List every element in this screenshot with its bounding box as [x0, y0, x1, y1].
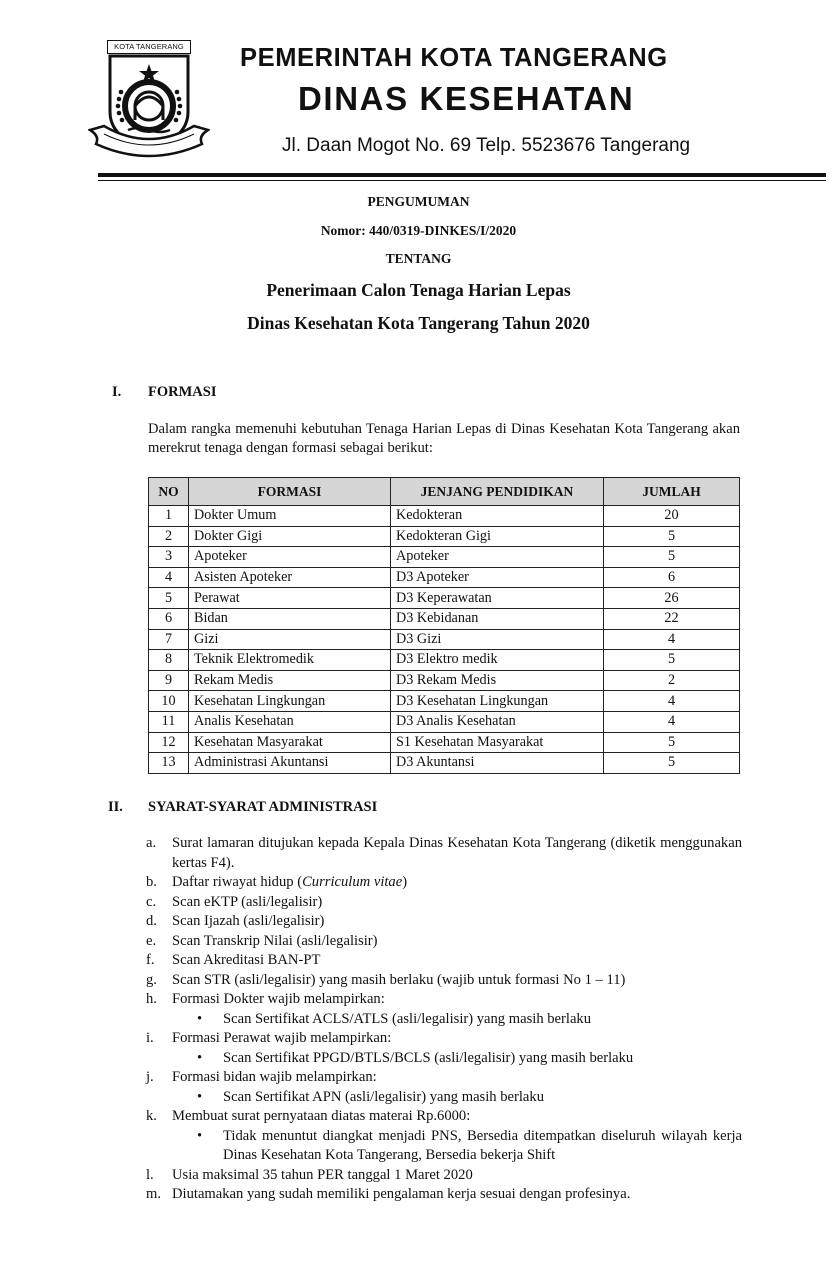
row-formasi: Gizi	[189, 629, 391, 650]
row-jumlah: 2	[604, 670, 740, 691]
list-item-marker: i.	[146, 1030, 154, 1046]
list-item-marker: k.	[146, 1108, 157, 1124]
table-row	[149, 506, 740, 527]
city-emblem-logo	[88, 40, 210, 158]
row-jumlah: 26	[604, 588, 740, 609]
announcement-number: Nomor: 440/0319-DINKES/I/2020	[320, 223, 517, 238]
letterhead	[0, 0, 837, 190]
sub-list-item	[146, 1049, 742, 1069]
row-jenjang: D3 Elektro medik	[391, 650, 604, 671]
list-item-text: Scan STR (asli/legalisir) yang masih berlaku (wajib untuk formasi No 1 – 11)	[172, 971, 626, 988]
row-no: 3	[149, 547, 189, 568]
table-row	[149, 608, 740, 629]
table-row	[149, 670, 740, 691]
list-item-text: Scan Akreditasi BAN-PT	[172, 952, 321, 968]
list-item-text-italic: Curriculum vitae	[302, 874, 403, 890]
row-jumlah: 5	[604, 753, 740, 774]
list-item	[146, 912, 742, 932]
row-no: 2	[149, 526, 189, 547]
sub-list-item	[146, 1127, 742, 1166]
row-formasi: Analis Kesehatan	[189, 711, 391, 732]
table-row	[149, 732, 740, 753]
row-jenjang: S1 Kesehatan Masyarakat	[391, 732, 604, 753]
row-no: 4	[149, 567, 189, 588]
row-no: 9	[149, 670, 189, 691]
sub-list-item-text: Scan Sertifikat ACLS/ATLS (asli/legalisir) yang masih berlaku	[223, 1010, 592, 1027]
list-item-marker: g.	[146, 971, 157, 988]
section-1-intro: Dalam rangka memenuhi kebutuhan Tenaga Harian Lepas di Dinas Kesehatan Kota Tangerang akan merekrut tenaga dengan formasi sebagai berikut:	[148, 421, 740, 456]
letterhead-divider-thin	[98, 180, 826, 181]
row-formasi: Rekam Medis	[189, 670, 391, 691]
government-name: PEMERINTAH KOTA TANGERANG	[240, 44, 668, 72]
list-item-marker: b.	[146, 874, 157, 890]
table-row	[149, 753, 740, 774]
list-item-text: Scan eKTP (asli/legalisir)	[172, 893, 323, 910]
row-jumlah: 4	[604, 711, 740, 732]
row-formasi: Teknik Elektromedik	[189, 650, 391, 671]
row-no: 1	[149, 506, 189, 527]
row-no: 5	[149, 588, 189, 609]
row-jenjang: Kedokteran	[391, 506, 604, 527]
table-row	[149, 567, 740, 588]
agency-address: Jl. Daan Mogot No. 69 Telp. 5523676 Tangerang	[282, 135, 691, 156]
requirements-list	[146, 834, 742, 1205]
section-1-numeral: I.	[112, 384, 122, 400]
list-item-marker: l.	[146, 1166, 154, 1183]
row-no: 12	[149, 732, 189, 753]
emblem-icon	[88, 50, 210, 158]
list-item-text-end: )	[402, 874, 408, 890]
row-jumlah: 5	[604, 526, 740, 547]
row-formasi: Asisten Apoteker	[189, 567, 391, 588]
sub-list-item-text: Scan Sertifikat PPGD/BTLS/BCLS (asli/legalisir) yang masih berlaku	[223, 1049, 634, 1066]
agency-name: DINAS KESEHATAN	[298, 80, 635, 117]
row-jumlah: 6	[604, 567, 740, 588]
row-formasi: Bidan	[189, 608, 391, 629]
formation-table	[148, 477, 740, 774]
row-no: 7	[149, 629, 189, 650]
list-item	[146, 1068, 742, 1088]
row-jumlah: 4	[604, 629, 740, 650]
section-2-heading: SYARAT-SYARAT ADMINISTRASI	[148, 799, 378, 815]
table-row	[149, 526, 740, 547]
row-jenjang: Kedokteran Gigi	[391, 526, 604, 547]
bullet-icon: •	[197, 1049, 203, 1066]
list-item	[146, 893, 742, 913]
list-item-text: Scan Transkrip Nilai (asli/legalisir)	[172, 932, 378, 949]
row-jumlah: 5	[604, 547, 740, 568]
header-jenjang: JENJANG PENDIDIKAN	[391, 478, 604, 506]
row-jumlah: 22	[604, 608, 740, 629]
row-formasi: Kesehatan Lingkungan	[189, 691, 391, 712]
header-no: NO	[149, 478, 189, 506]
row-no: 11	[149, 711, 189, 732]
list-item	[146, 1166, 742, 1186]
row-formasi: Administrasi Akuntansi	[189, 753, 391, 774]
row-jumlah: 20	[604, 506, 740, 527]
section-1-heading: FORMASI	[148, 384, 217, 400]
list-item-text: Formasi bidan wajib melampirkan:	[172, 1069, 377, 1085]
row-formasi: Dokter Umum	[189, 506, 391, 527]
list-item-marker: h.	[146, 991, 157, 1007]
bullet-icon: •	[197, 1010, 203, 1027]
announcement-subject-line2: Dinas Kesehatan Kota Tangerang Tahun 2020	[247, 313, 590, 333]
list-item-text: Scan Ijazah (asli/legalisir)	[172, 913, 325, 929]
list-item-text: Formasi Dokter wajib melampirkan:	[172, 991, 385, 1007]
bullet-icon: •	[197, 1127, 203, 1144]
list-item-marker: f.	[146, 952, 155, 968]
list-item	[146, 873, 742, 893]
list-item	[146, 1185, 742, 1205]
announcement-subject-line1: Penerimaan Calon Tenaga Harian Lepas	[266, 280, 571, 300]
row-jumlah: 5	[604, 650, 740, 671]
row-formasi: Kesehatan Masyarakat	[189, 732, 391, 753]
sub-list-item	[146, 1088, 742, 1108]
list-item-text: Surat lamaran ditujukan kepada Kepala Dinas Kesehatan Kota Tangerang (diketik menggunakan kertas F4).	[172, 835, 742, 871]
row-jenjang: D3 Akuntansi	[391, 753, 604, 774]
table-body	[149, 506, 740, 774]
list-item-text: Daftar riwayat hidup (	[172, 874, 303, 890]
row-formasi: Perawat	[189, 588, 391, 609]
list-item-text: Formasi Perawat wajib melampirkan:	[172, 1030, 392, 1046]
row-jenjang: D3 Gizi	[391, 629, 604, 650]
list-item-marker: m.	[146, 1186, 161, 1202]
row-no: 10	[149, 691, 189, 712]
row-formasi: Apoteker	[189, 547, 391, 568]
announcement-title: PENGUMUMAN	[367, 194, 470, 209]
section-2-numeral: II.	[108, 799, 123, 815]
logo-city-label: KOTA TANGERANG	[107, 40, 191, 54]
sub-list-item	[146, 1010, 742, 1030]
list-item	[146, 932, 742, 952]
list-item-marker: e.	[146, 932, 157, 949]
list-item-text: Diutamakan yang sudah memiliki pengalaman kerja sesuai dengan profesinya.	[172, 1186, 631, 1202]
list-item	[146, 971, 742, 991]
row-no: 13	[149, 753, 189, 774]
table-row	[149, 650, 740, 671]
row-no: 8	[149, 650, 189, 671]
list-item	[146, 1107, 742, 1127]
table-row	[149, 629, 740, 650]
header-jumlah: JUMLAH	[604, 478, 740, 506]
row-no: 6	[149, 608, 189, 629]
row-jenjang: D3 Analis Kesehatan	[391, 711, 604, 732]
row-formasi: Dokter Gigi	[189, 526, 391, 547]
list-item	[146, 834, 742, 873]
row-jenjang: D3 Kebidanan	[391, 608, 604, 629]
row-jenjang: D3 Apoteker	[391, 567, 604, 588]
sub-list-item-text: Scan Sertifikat APN (asli/legalisir) yang masih berlaku	[223, 1088, 544, 1105]
list-item	[146, 951, 742, 971]
row-jenjang: D3 Rekam Medis	[391, 670, 604, 691]
sub-list-item-text: Tidak menuntut diangkat menjadi PNS, Bersedia ditempatkan diseluruh wilayah kerja Dinas Kesehatan Kota Tangerang, Bersedia bekerja Shift	[223, 1127, 742, 1163]
letterhead-divider-thick	[98, 173, 826, 177]
row-jumlah: 5	[604, 732, 740, 753]
table-row	[149, 588, 740, 609]
row-jenjang: D3 Kesehatan Lingkungan	[391, 691, 604, 712]
list-item	[146, 1029, 742, 1049]
row-jenjang: Apoteker	[391, 547, 604, 568]
bullet-icon: •	[197, 1088, 203, 1105]
list-item	[146, 990, 742, 1010]
row-jenjang: D3 Keperawatan	[391, 588, 604, 609]
table-row	[149, 547, 740, 568]
list-item-text: Usia maksimal 35 tahun PER tanggal 1 Maret 2020	[172, 1166, 473, 1183]
announcement-about: TENTANG	[385, 251, 452, 266]
table-row	[149, 711, 740, 732]
list-item-text: Membuat surat pernyataan diatas materai Rp.6000:	[172, 1108, 471, 1124]
table-header-row	[149, 478, 740, 506]
list-item-marker: a.	[146, 835, 157, 851]
table-row	[149, 691, 740, 712]
header-formasi: FORMASI	[189, 478, 391, 506]
list-item-marker: c.	[146, 893, 157, 910]
list-item-marker: j.	[146, 1069, 154, 1085]
list-item-marker: d.	[146, 913, 157, 929]
row-jumlah: 4	[604, 691, 740, 712]
